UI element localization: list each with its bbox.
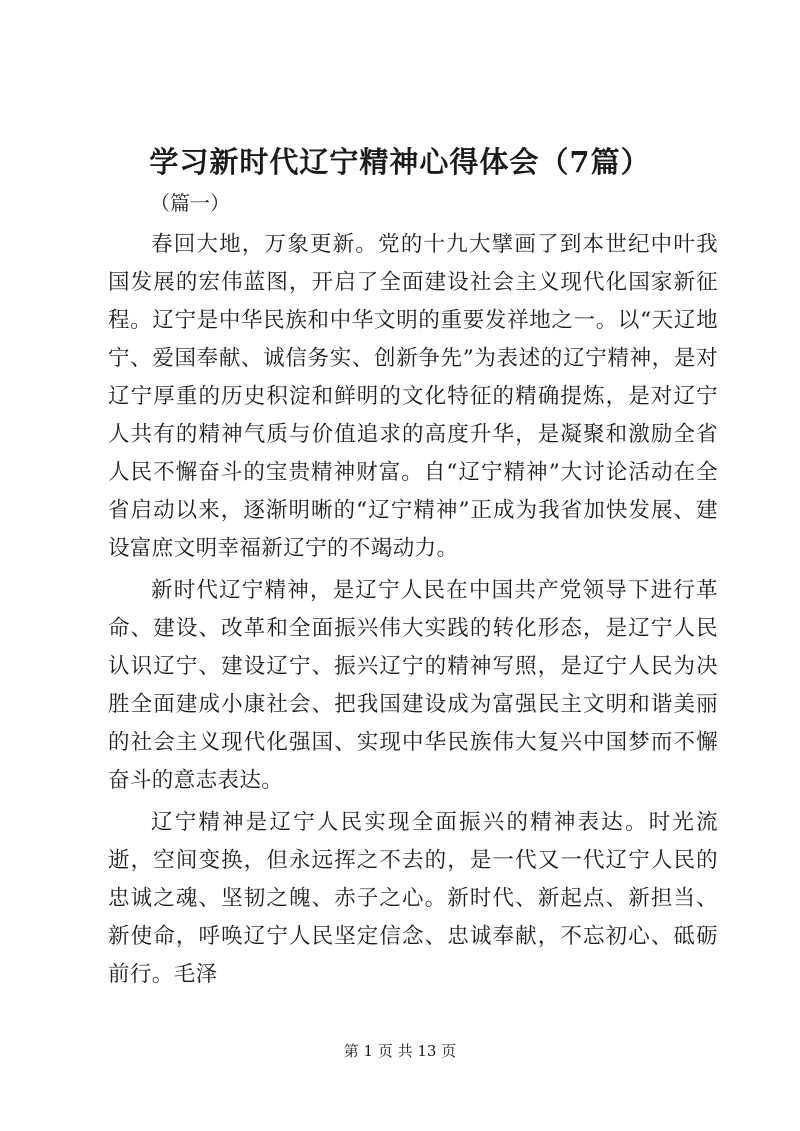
paragraph: 春回大地，万象更新。党的十九大擘画了到本世纪中叶我国发展的宏伟蓝图，开启了全面建设社会主义现代化国家新征程。辽宁是中华民族和中华文明的重要发祥地之一。以“天辽地宁、爱国奉献、诚信务实、创新争先”为表述的辽宁精神，是对辽宁厚重的历史积淀和鲜明的文化特征的精确提炼，是对辽宁人共有的精神气质与价值追求的高度升华，是凝聚和激励全省人民不懈奋斗的宝贵精神财富。自“辽宁精神”大讨论活动在全省启动以来，逐渐明晰的“辽宁精神”正成为我省加快发展、建设富庶文明幸福新辽宁的不竭动力。	[108, 232, 718, 561]
page-footer: 第 1 页 共 13 页	[343, 1042, 457, 1060]
paragraph: 新时代辽宁精神，是辽宁人民在中国共产党领导下进行革命、建设、改革和全面振兴伟大实践的转化形态，是辽宁人民认识辽宁、建设辽宁、振兴辽宁的精神写照，是辽宁人民为决胜全面建成小康社会、把我国建设成为富强民主文明和谐美丽的社会主义现代化强国、实现中华民族伟大复兴中国梦而不懈奋斗的意志表达。	[108, 578, 718, 793]
section-label: （篇一）	[150, 191, 230, 215]
document-title: 学习新时代辽宁精神心得体会（7篇）	[149, 145, 651, 179]
document-body	[108, 226, 718, 998]
paragraph: 辽宁精神是辽宁人民实现全面振兴的精神表达。时光流逝，空间变换，但永远挥之不去的，是一代又一代辽宁人民的忠诚之魂、坚韧之魄、赤子之心。新时代、新起点、新担当、新使命，呼唤辽宁人民坚定信念、忠诚奉献，不忘初心、砥砺前行。毛泽	[108, 810, 718, 987]
